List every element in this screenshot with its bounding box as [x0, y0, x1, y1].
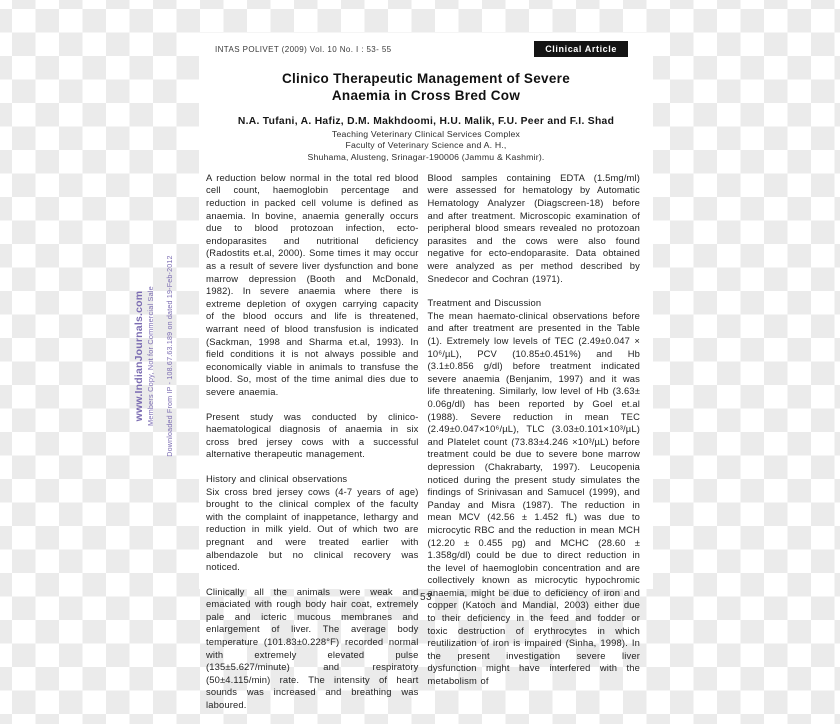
paragraph-case-history: Six cross bred jersey cows (4-7 years of age) brought to the clinical complex of the faculty with the complaint of inappetance, lethargy and reduction in milk yield. Out of which two are pregnant and were treated earlier with albendazole but no clinical recovery was noticed. — [206, 485, 419, 573]
affiliation-line-1: Teaching Veterinary Clinical Services Complex — [331, 129, 521, 139]
paragraph-blood-samples: Blood samples containing EDTA (1.5mg/ml) were assessed for hematology by Automatic Hematology Analyzer (Diagscreen-18) before and after treatment. Microscopic examination of peripheral blood smears revealed no protozoan parasites and the cows were also found negative for ecto-endoparasite. Data obtained were analyzed as per method described by Snedecor and Cochran (1971). — [427, 171, 640, 284]
paragraph-present-study: Present study was conducted by clinico-haematological diagnosis of anaemia in six cross bred jersey cows with a successful alternative therapeutic management. — [206, 410, 419, 460]
two-column-body — [199, 172, 653, 724]
watermark-download-info: Downloaded From IP - 108.67.63.189 on dated 19-Feb-2012 — [166, 255, 174, 457]
watermark-site-url: www.IndianJournals.com — [133, 290, 145, 422]
right-column — [428, 172, 641, 724]
paper-page — [199, 33, 653, 711]
journal-citation-line: INTAS POLIVET (2009) Vol. 10 No. I : 53- 55 — [215, 45, 392, 54]
paragraph-intro-anaemia: A reduction below normal in the total red blood cell count, haemoglobin percentage and reduction in packed cell volume is defined as anaemia. In bovine, anaemia generally occurs due to blood protozoan infection, ecto-endoparasites and nutritional deficiency (Radostits et.al, 2000). Some times it may occur as a result of severe liver dysfunction and bone marrow depression (Booth and McDonald, 1982). In severe anaemia where there is extreme depletion of oxygen carrying capacity of the blood occurs and life is threatened, warrant need of blood transfusion is indicated (Sackman, 1998 and Sharma et.al, 1993). In field conditions it is not always possible and economically viable in animals to transfuse the blood. So, most of the time animal dies due to severe anaemia. — [206, 171, 419, 397]
affiliation-line-2: Faculty of Veterinary Science and A. H., — [345, 140, 507, 151]
affiliation-line-3: Shuhama, Alusteng, Srinagar-190006 (Jammu & Kashmir). — [307, 151, 545, 162]
paragraph-treatment-discussion: The mean haemato-clinical observations before and after treatment are presented in the Table (1). Extremely low levels of TEC (2.49±0.047 × 10⁶/µL), PCV (10.85±0.451%) and Hb (3.1±0.856 g/dl) before treatment indicated severe anaemia (Benjanim, 1997) and it was life threatening. Similarly, low level of Hb (3.63± 0.06g/dl) has been reported by Goel et.al (1988). Severe reduction in mean TEC (2.49±0.047×10⁶/µL), TLC (3.03±0.101×10³/µL) and Platelet count (73.83±4.246 ×10³/µL) before treatment could be due to severe bone marrow depression (Chakrabarty, 1997). Leucopenia noticed during the present study simulates the findings of Srinivasan and Samucel (1999), and Panday and Misra (1987). The reduction in mean MCV (42.56 ± 1.452 fL) was due to microcytic RBC and the reduction in mean MCH (12.20 ± 0.455 pg) and MCHC (28.60 ± 1.358g/dl) could be due to direct reduction in the level of haemoglobin concentration and are collectively known as microcytic hypochromic anaemia, might be due to deficiency of iron and copper (Katoch and Mandial, 2003) either due to their deficiency in the feed and fodder or toxic destruction of erythrocytes in which reutilization of iron is impaired (Sinha, 1998). In the present investigation severe liver dysfunction might have interfered with the metabolism of — [427, 309, 640, 687]
page-number: 53 — [419, 592, 433, 603]
watermark-copy-notice: Members Copy, Not for Commercial Sale — [146, 286, 155, 426]
paragraph-clinical-signs: Clinically all the animals were weak and emaciated with rough body hair coat, extremely pale and icteric mucous membranes and enlargement of liver. The average body temperature (101.83±0.228°F) recorded normal with extremely elevated pulse (135±5.627/minute) and respiratory (50±4.115/min) rate. The intensity of heart sounds was increased and breathing was laboured. — [206, 585, 419, 711]
authors-line: N.A. Tufani, A. Hafiz, D.M. Makhdoomi, H.U. Malik, F.U. Peer and F.I. Shad — [237, 116, 615, 127]
section-heading-treatment: Treatment and Discussion — [427, 297, 542, 309]
paper-title-line1: Clinico Therapeutic Management of Severe — [281, 71, 571, 86]
left-column — [206, 172, 419, 724]
watermark-block — [134, 231, 178, 481]
section-heading-history: History and clinical observations — [206, 472, 348, 484]
paper-title — [199, 70, 653, 104]
page-header — [215, 41, 639, 59]
paper-title-line2: Anaemia in Cross Bred Cow — [331, 88, 521, 103]
article-type-badge: Clinical Article — [534, 41, 628, 57]
